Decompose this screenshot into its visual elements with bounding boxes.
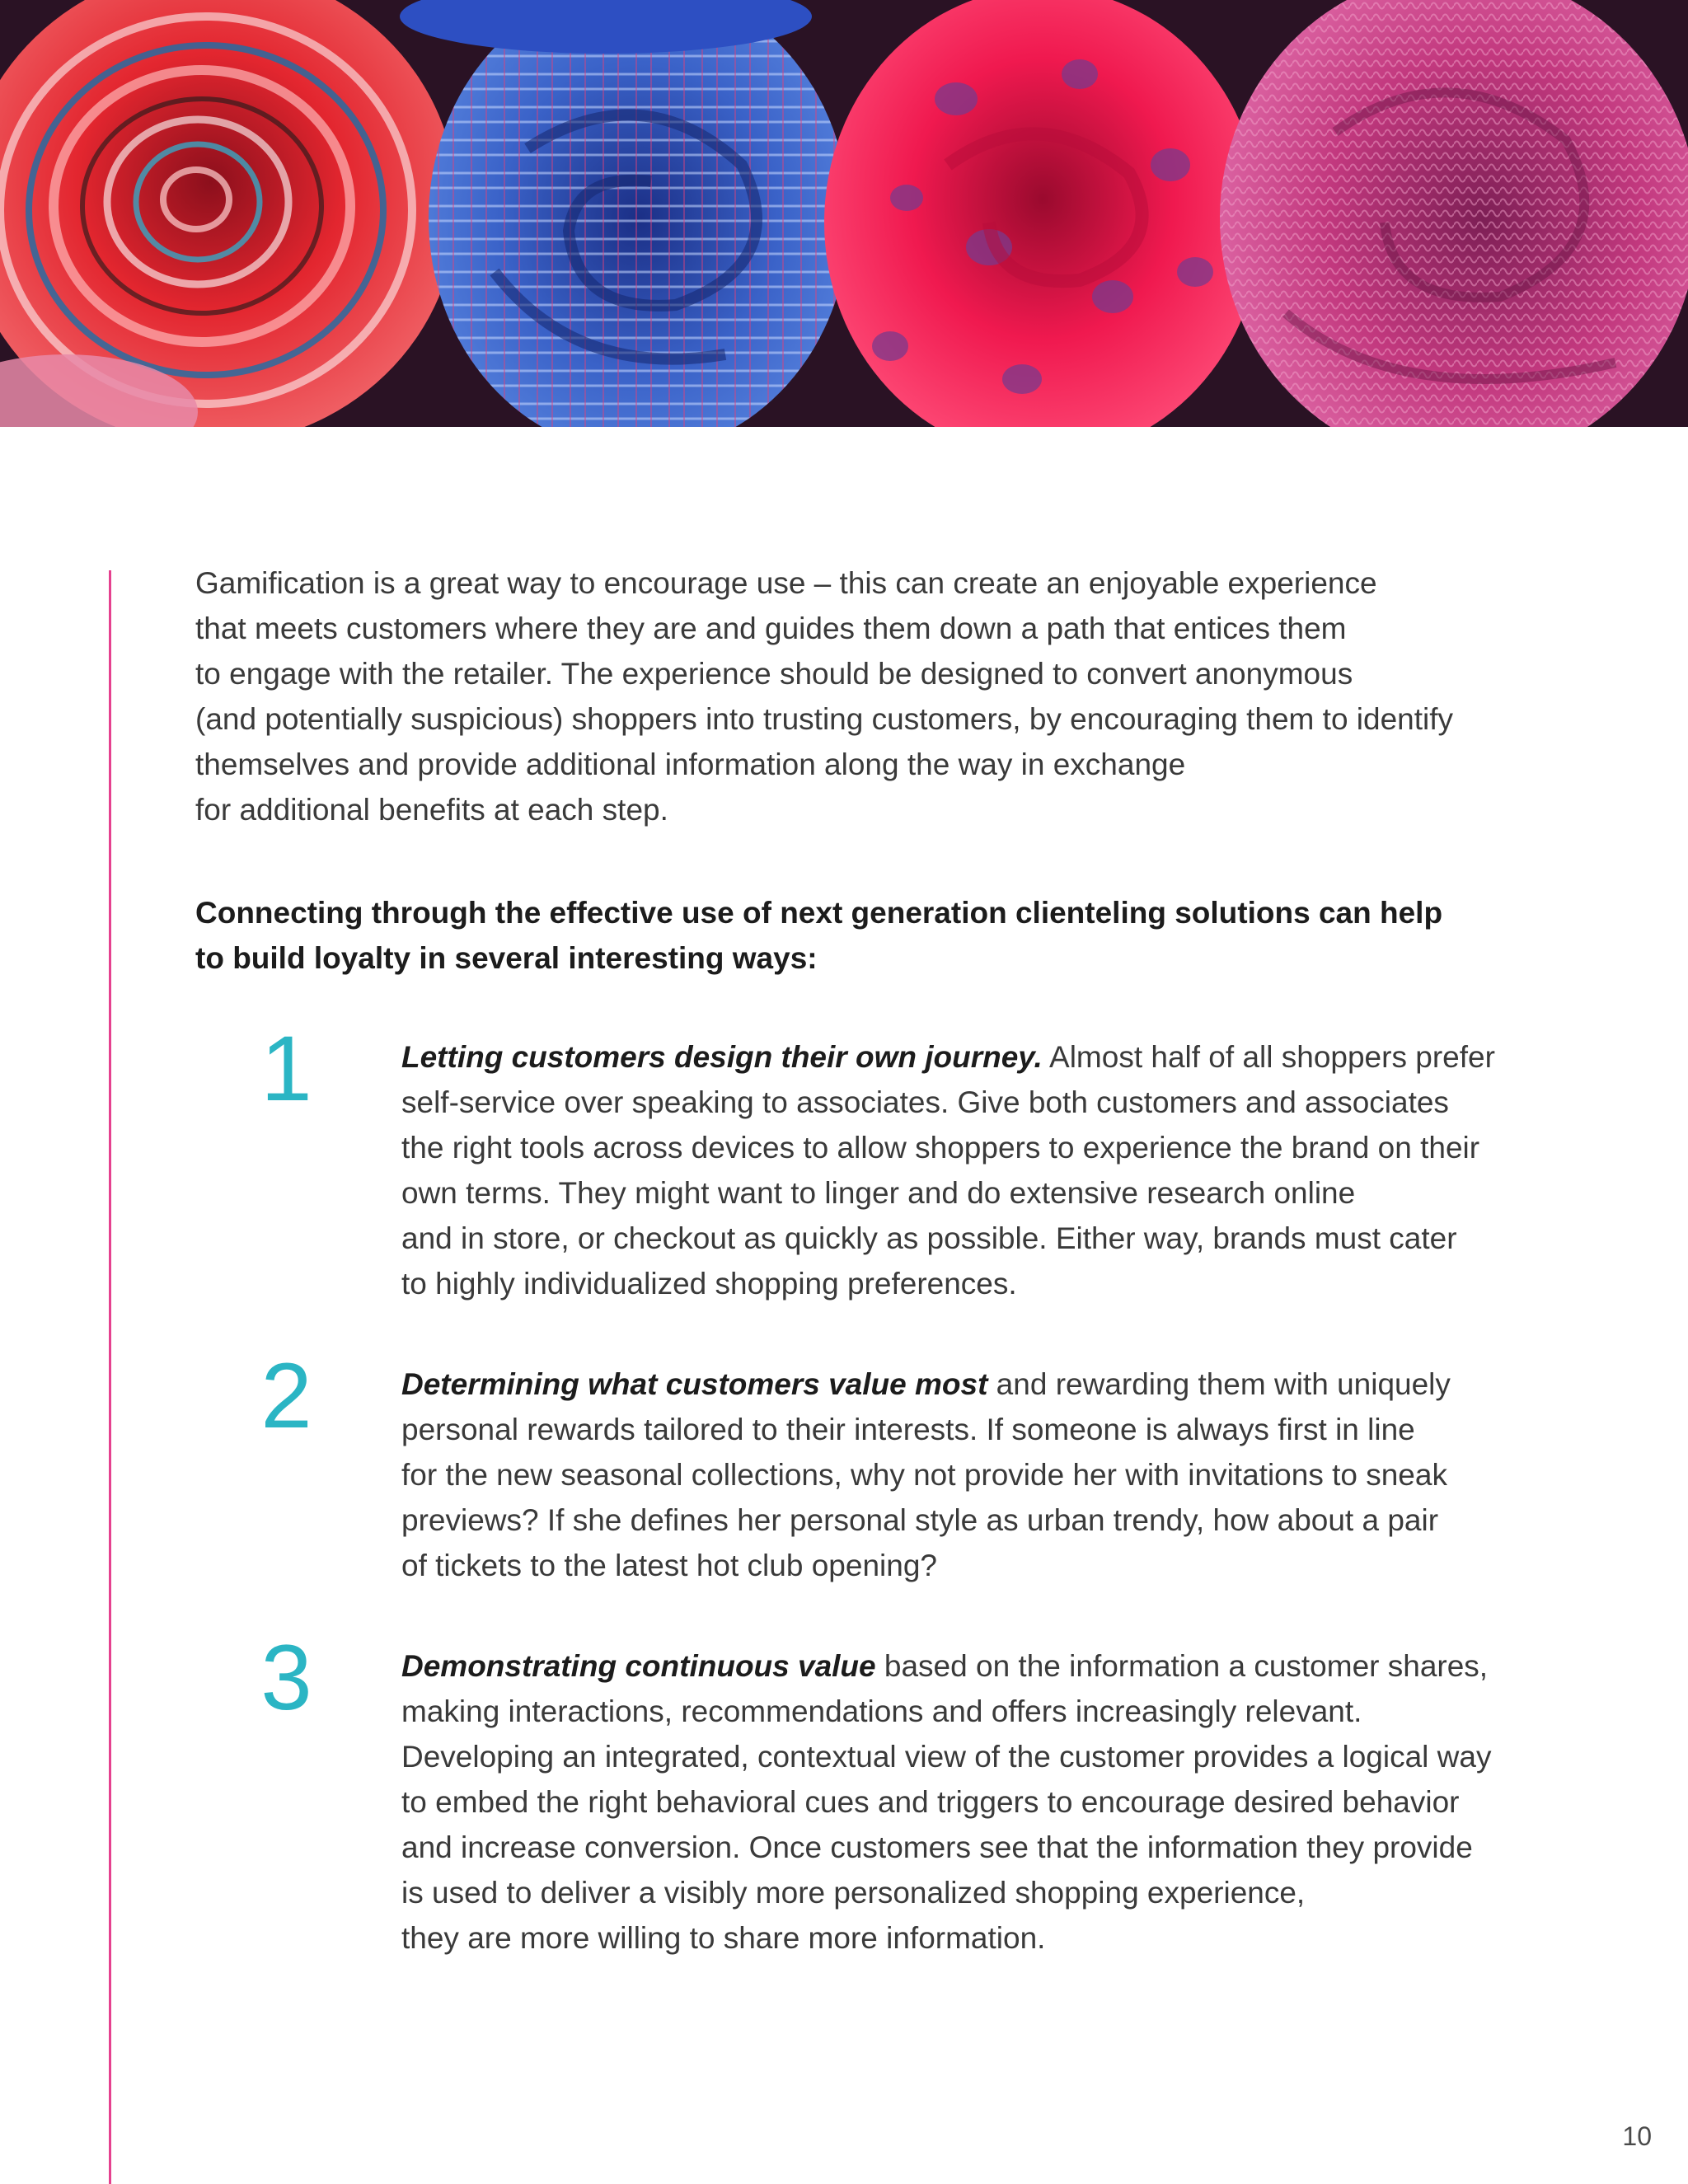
item-body: Almost half of all shoppers prefer self-service over speaking to associates. Give both customers and associates the right tools across devices to allow shoppers to experience the brand on their own terms. They might want to linger and do extensive research online and in store, or checkout as quickly as possible. Either way, brands must cater to highly individualized shopping preferences.	[401, 1040, 1495, 1301]
item-number: 3	[260, 1626, 312, 1729]
item-body: and rewarding them with uniquely personal rewards tailored to their interests. If someone is always first in line for the new seasonal collections, why not provide her with invitations to sneak previews? If she defines her personal style as urban trendy, how about a pair of tickets to the latest hot club opening?	[401, 1367, 1451, 1582]
item-title: Determining what customers value most	[401, 1367, 988, 1401]
intro-paragraph: Gamification is a great way to encourage use – this can create an enjoyable experience that meets customers where they are and guides them down a path that entices them to engage with the retailer. The experience should be designed to convert anonymous (and potentially suspicious) shoppers into trusting customers, by encouraging them to identify themselves and provide additional information along the way in exchange for additional benefits at each step.	[195, 566, 1454, 827]
magenta-scarf-roll	[1220, 0, 1688, 427]
rolled-scarves-photo	[0, 0, 1688, 427]
hero-image	[0, 0, 1688, 427]
item-number: 1	[260, 1017, 312, 1120]
item-text	[401, 1034, 1522, 1306]
item-text	[401, 1643, 1522, 1961]
item-body: based on the information a customer shares, making interactions, recommendations and offers increasingly relevant. Developing an integrated, contextual view of the customer provides a logical way to embed the right behavioral cues and triggers to encourage desired behavior and increase conversion. Once customers see that the information they provide is used to deliver a visibly more personalized shopping experience, they are more willing to share more information.	[401, 1649, 1492, 1955]
item-title: Letting customers design their own journey.	[401, 1040, 1043, 1074]
page-number: 10	[1622, 2121, 1652, 2151]
lead-paragraph: Connecting through the effective use of next generation clienteling solutions can help to build loyalty in several interesting ways:	[195, 896, 1443, 975]
pink-scarf-roll	[824, 0, 1261, 427]
item-number: 2	[260, 1344, 312, 1447]
accent-rule	[109, 570, 111, 2184]
item-text	[401, 1361, 1522, 1588]
red-scarf-roll	[0, 0, 457, 427]
item-title: Demonstrating continuous value	[401, 1649, 876, 1683]
